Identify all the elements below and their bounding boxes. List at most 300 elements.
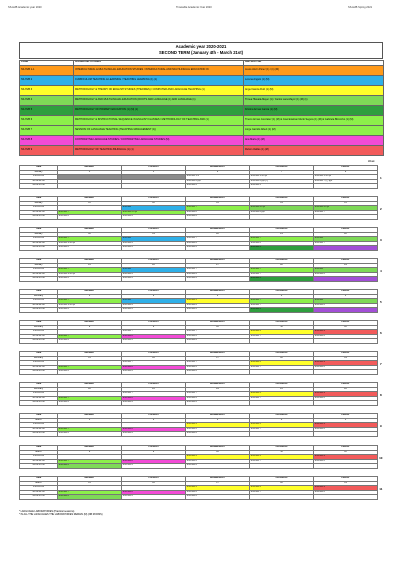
week-block bbox=[19, 445, 383, 469]
legend-inst: Jorge Garrido Albert (1) (M) bbox=[244, 125, 384, 135]
legend-col-code: CODE bbox=[20, 61, 74, 66]
time-label: 10:30-12:00 bbox=[20, 365, 58, 370]
legend-inst: Jesús Alcón Pérez (1) / (1) (M) bbox=[244, 65, 384, 75]
day-header: TUESDAY bbox=[122, 383, 186, 388]
day-header: THURSDAY bbox=[250, 477, 314, 482]
course-legend bbox=[19, 60, 383, 156]
session-cell: SS-H2B 6 bbox=[58, 370, 122, 375]
week-number: 7 bbox=[379, 362, 382, 367]
week-table bbox=[19, 413, 384, 437]
date-cell: 10 bbox=[186, 450, 250, 455]
week-table bbox=[19, 165, 384, 189]
time-label: 10:30-12:00 bbox=[20, 303, 58, 308]
day-header: FRIDAY bbox=[314, 414, 378, 419]
legend-row bbox=[20, 115, 384, 125]
footnote-1: * LANGUAGE LABORATORIES (Practical sessions) bbox=[19, 510, 75, 513]
legend-inst: Lorena Angulo (1) (M) bbox=[244, 75, 384, 85]
session-cell: SS-H2B bbox=[122, 299, 186, 304]
session-cell: SS-H2B bbox=[314, 299, 378, 304]
session-cell: SS-H2B 7 bbox=[58, 299, 122, 304]
session-cell: SS-H2B 6 bbox=[314, 396, 378, 401]
date-cell: 11 bbox=[250, 450, 314, 455]
session-cell: SS-H2B 7 bbox=[314, 210, 378, 215]
week-number: 4 bbox=[379, 269, 382, 274]
session-cell: SS-H2B 6 bbox=[186, 495, 250, 500]
session-cell bbox=[314, 401, 378, 406]
date-cell: 27 bbox=[186, 263, 250, 268]
time-label: 8:30-10:00 bbox=[20, 268, 58, 273]
date-cell: 19 bbox=[314, 356, 378, 361]
week-table bbox=[19, 196, 384, 220]
date-cell: 2 bbox=[122, 418, 186, 423]
day-header: TIME bbox=[20, 414, 58, 419]
day-header: FRIDAY bbox=[314, 321, 378, 326]
session-cell: SS-H2B 9 bbox=[314, 455, 378, 460]
date-cell: 22 bbox=[58, 387, 122, 392]
date-cell: 1 bbox=[58, 418, 122, 423]
date-cell: 6 bbox=[186, 170, 250, 175]
session-cell: SS-H2B 3 bbox=[250, 455, 314, 460]
session-cell: SS-H2B 1-1 Ppt bbox=[250, 175, 314, 180]
legend-name: CONTRASTIVE LANGUAGE STUDIES / CONTRASTIVE LANGUAGE STUDIES (M) bbox=[74, 135, 244, 145]
legend-code: SS-H2B 7 bbox=[20, 125, 74, 135]
date-cell: 18 bbox=[250, 481, 314, 486]
date-cell: 15 bbox=[314, 201, 378, 206]
week-block bbox=[19, 165, 383, 189]
legend-name: METHODOLOGY & THEORY OF ENGLISH STUDIES (THEORIES) / COMPUTER AND LANGUAGE TEACHING (1) bbox=[74, 85, 244, 95]
time-label: 10:30-12:00 bbox=[20, 272, 58, 277]
date-cell: 4 bbox=[250, 294, 314, 299]
time-label: 12:00-13:30 bbox=[20, 401, 58, 406]
session-cell: SS-H2B 7 bbox=[122, 392, 186, 397]
time-label: 12:00-13:30 bbox=[20, 370, 58, 375]
month-label: March bbox=[20, 481, 58, 486]
session-cell: SS-H2B 6 bbox=[186, 464, 250, 469]
day-header: THURSDAY bbox=[250, 321, 314, 326]
day-header: WEDNESDAY bbox=[186, 259, 250, 264]
time-label: 12:00-13:30 bbox=[20, 308, 58, 313]
session-cell: SS-H2B 6 bbox=[186, 184, 250, 189]
session-cell: SS-H2B 5 bbox=[250, 308, 314, 313]
day-header: MONDAY bbox=[58, 259, 122, 264]
day-header: TIME bbox=[20, 290, 58, 295]
session-cell: SS-H2B 6 ppt bbox=[250, 210, 314, 215]
session-cell: SS-H2B 1-1 bbox=[186, 175, 250, 180]
legend-row bbox=[20, 105, 384, 115]
session-cell: SS-H2B 6 bbox=[186, 427, 250, 432]
day-header: FRIDAY bbox=[314, 166, 378, 171]
date-cell: 29 bbox=[314, 263, 378, 268]
session-cell: SS-H2B 6 bbox=[122, 215, 186, 220]
session-cell: SS-H2B 6 bbox=[250, 241, 314, 246]
session-cell: SS-H2B 7 bbox=[250, 334, 314, 339]
time-label: 8:30-10:00 bbox=[20, 206, 58, 211]
time-slot-row bbox=[20, 308, 384, 313]
date-cell: 17 bbox=[186, 356, 250, 361]
session-cell: SS-H2B 8 bbox=[122, 396, 186, 401]
time-label: 10:30-12:00 bbox=[20, 210, 58, 215]
time-label: 12:00-13:30 bbox=[20, 464, 58, 469]
time-label: 8:30-10:00 bbox=[20, 486, 58, 491]
month-label: March bbox=[20, 418, 58, 423]
date-cell: 23 bbox=[122, 387, 186, 392]
session-cell: SS-H2B 6 bbox=[186, 246, 250, 251]
session-cell bbox=[314, 432, 378, 437]
month-label: February bbox=[20, 356, 58, 361]
week-number: 10 bbox=[379, 456, 383, 461]
day-header: THURSDAY bbox=[250, 446, 314, 451]
day-header: FRIDAY bbox=[314, 290, 378, 295]
time-label: 10:30-12:00 bbox=[20, 396, 58, 401]
session-cell: SS-H2B 6 bbox=[122, 339, 186, 344]
week-table bbox=[19, 445, 384, 469]
time-label: 10:30-12:00 bbox=[20, 179, 58, 184]
week-table bbox=[19, 382, 384, 406]
date-cell: 25 bbox=[58, 263, 122, 268]
session-cell: SS-H2B 6 bbox=[186, 490, 250, 495]
day-header: FRIDAY bbox=[314, 197, 378, 202]
session-cell: SS-H2B 7 (7) ppt bbox=[314, 179, 378, 184]
day-header: TUESDAY bbox=[122, 414, 186, 419]
session-cell bbox=[314, 495, 378, 500]
day-header: WEDNESDAY bbox=[186, 290, 250, 295]
day-header: WEDNESDAY bbox=[186, 228, 250, 233]
week-table bbox=[19, 476, 384, 500]
date-cell: 13 bbox=[186, 201, 250, 206]
date-cell: 3 bbox=[186, 418, 250, 423]
session-cell: SS-H2B 7 bbox=[250, 237, 314, 242]
session-cell: SS-H2B 7 bbox=[186, 268, 250, 273]
date-cell: 11 bbox=[58, 201, 122, 206]
day-header: WEDNESDAY bbox=[186, 383, 250, 388]
header-right: SS-H2B Spring 2021 bbox=[348, 6, 373, 9]
session-cell: SS-H2B 6 bbox=[122, 401, 186, 406]
session-cell: SS-H2B 9 bbox=[314, 330, 378, 335]
time-slot-row bbox=[20, 495, 384, 500]
date-cell: 16 bbox=[122, 481, 186, 486]
session-cell bbox=[58, 184, 122, 189]
day-header: MONDAY bbox=[58, 383, 122, 388]
time-label: 12:00-13:30 bbox=[20, 432, 58, 437]
legend-row bbox=[20, 75, 384, 85]
session-cell: SS-H2B 6 ppt (7) bbox=[250, 179, 314, 184]
session-cell: SS-H2B 6 bbox=[314, 427, 378, 432]
session-cell: SS-H2B 6 bbox=[186, 339, 250, 344]
week-number: 1 bbox=[379, 176, 382, 181]
session-cell: SS-H2B 3 bbox=[250, 423, 314, 428]
date-cell: 24 bbox=[186, 387, 250, 392]
session-cell: SS-H2B 6 bbox=[58, 432, 122, 437]
day-header: THURSDAY bbox=[250, 228, 314, 233]
session-cell: SS-H2B 6 bbox=[122, 246, 186, 251]
session-cell bbox=[314, 277, 378, 282]
time-label: 12:00-13:30 bbox=[20, 339, 58, 344]
session-cell: SS-H2B 6 bbox=[314, 334, 378, 339]
day-header: THURSDAY bbox=[250, 166, 314, 171]
date-cell: 4 bbox=[250, 418, 314, 423]
time-label: 8:30-10:00 bbox=[20, 455, 58, 460]
time-label: 8:30-10:00 bbox=[20, 361, 58, 366]
session-cell: SS-H2B 7 bbox=[58, 268, 122, 273]
session-cell: SS-H2B 5 bbox=[250, 277, 314, 282]
session-cell: SS-H2B 7 bbox=[250, 396, 314, 401]
session-cell: SS-H2B 6 bbox=[186, 303, 250, 308]
week-number: 11 bbox=[379, 487, 383, 492]
header-left: SS-H2B Academic year 2020 bbox=[8, 6, 42, 9]
session-cell: SS-H2B bbox=[314, 268, 378, 273]
time-label: 10:30-12:00 bbox=[20, 334, 58, 339]
legend-inst: Rubén Valdés (1) (M) bbox=[244, 145, 384, 155]
session-cell: SS-H2B 3 bbox=[250, 330, 314, 335]
week-table bbox=[19, 320, 384, 344]
month-label: February bbox=[20, 325, 58, 330]
day-header: MONDAY bbox=[58, 166, 122, 171]
legend-table bbox=[19, 60, 384, 156]
session-cell: SS-H2B 7 bbox=[250, 272, 314, 277]
legend-code: SS-H2B 9 bbox=[20, 145, 74, 155]
date-cell: 22 bbox=[314, 232, 378, 237]
legend-code: SS-H2B 1-1 bbox=[20, 65, 74, 75]
date-cell: 18 bbox=[250, 356, 314, 361]
day-header: THURSDAY bbox=[250, 197, 314, 202]
day-header: TUESDAY bbox=[122, 228, 186, 233]
session-cell: SS-H2B 5 bbox=[250, 246, 314, 251]
time-label: 8:30-10:00 bbox=[20, 299, 58, 304]
day-header: TUESDAY bbox=[122, 321, 186, 326]
time-label: 12:00-13:30 bbox=[20, 246, 58, 251]
session-cell: SS-H2B 6 bbox=[186, 432, 250, 437]
session-cell: SS-H2B 7 bbox=[250, 303, 314, 308]
week-column-label: Week bbox=[368, 160, 375, 163]
session-cell: SS-H2B 6 bbox=[314, 459, 378, 464]
day-header: MONDAY bbox=[58, 352, 122, 357]
session-cell: SS-H2B 7 bbox=[58, 490, 122, 495]
session-cell: SS-H2B 8 bbox=[122, 365, 186, 370]
day-header: TIME bbox=[20, 383, 58, 388]
date-cell: 2 bbox=[122, 294, 186, 299]
day-header: THURSDAY bbox=[250, 259, 314, 264]
session-cell: SS-H2B 6 bbox=[186, 334, 250, 339]
day-header: THURSDAY bbox=[250, 383, 314, 388]
week-table bbox=[19, 258, 384, 282]
date-cell: 7 bbox=[250, 170, 314, 175]
session-cell bbox=[314, 339, 378, 344]
time-slot-row bbox=[20, 339, 384, 344]
legend-name: SESSION OF LANGUAGE TEACHING (TEACHING MANAGEMENT (1)) bbox=[74, 125, 244, 135]
month-label: January bbox=[20, 263, 58, 268]
day-header: THURSDAY bbox=[250, 352, 314, 357]
session-cell: SS-H2B 7 bbox=[122, 330, 186, 335]
day-header: FRIDAY bbox=[314, 228, 378, 233]
session-cell: SS-H2B 6 bbox=[122, 432, 186, 437]
date-cell: 18 bbox=[58, 232, 122, 237]
date-cell: 15 bbox=[58, 356, 122, 361]
legend-name: METHODOLOGY OF TEACHING BILINGUAL (1) (1) bbox=[74, 145, 244, 155]
session-cell: SS-H2B 6 bbox=[58, 339, 122, 344]
legend-row bbox=[20, 125, 384, 135]
time-slot-row bbox=[20, 370, 384, 375]
week-block bbox=[19, 382, 383, 406]
session-cell: SS-H2B 6 bbox=[58, 246, 122, 251]
time-label: 12:00-13:30 bbox=[20, 277, 58, 282]
session-cell: SS-H2B 6 bbox=[122, 308, 186, 313]
date-cell: 25 bbox=[250, 387, 314, 392]
session-cell: SS-H2B 9 bbox=[314, 392, 378, 397]
week-block bbox=[19, 413, 383, 437]
session-cell bbox=[250, 464, 314, 469]
day-header: TUESDAY bbox=[122, 352, 186, 357]
day-header: TUESDAY bbox=[122, 446, 186, 451]
session-cell bbox=[250, 370, 314, 375]
day-header: MONDAY bbox=[58, 477, 122, 482]
session-cell bbox=[314, 370, 378, 375]
session-cell: SS-H2B 7 bbox=[250, 268, 314, 273]
legend-inst: Angel Garcia Ruiz (1) (M) bbox=[244, 85, 384, 95]
session-cell: SS-H2B 3 bbox=[186, 299, 250, 304]
month-label: January bbox=[20, 232, 58, 237]
day-header: THURSDAY bbox=[250, 414, 314, 419]
date-cell: 26 bbox=[314, 387, 378, 392]
day-header: TIME bbox=[20, 321, 58, 326]
legend-col-instructor: INSTRUCTOR bbox=[244, 61, 384, 66]
session-cell bbox=[250, 401, 314, 406]
week-block bbox=[19, 320, 383, 344]
date-cell: 8 bbox=[58, 450, 122, 455]
session-cell: SS-H2B 6 bbox=[122, 464, 186, 469]
session-cell: SS-H2B 6 bbox=[186, 396, 250, 401]
date-cell: 5 bbox=[314, 418, 378, 423]
date-cell: 14 bbox=[250, 201, 314, 206]
session-cell: SS-H2B bbox=[122, 237, 186, 242]
session-cell: SS-H2B 7 bbox=[314, 241, 378, 246]
day-header: TUESDAY bbox=[122, 290, 186, 295]
time-slot-row bbox=[20, 277, 384, 282]
session-cell: SS-H2B 6 bbox=[58, 495, 122, 500]
time-slot-row bbox=[20, 401, 384, 406]
session-cell: SS-H2B 7 bbox=[186, 237, 250, 242]
legend-name: METHODOLOGY & AND MULTILINGUAL EDUCATION (ROOTS AND LANGUAGE (1) AND LANGUAGE (1) bbox=[74, 95, 244, 105]
session-cell: SS-H2B 6 bbox=[122, 241, 186, 246]
session-cell: SS-H2B 7 bbox=[186, 206, 250, 211]
date-cell: 28 bbox=[250, 263, 314, 268]
time-slot-row bbox=[20, 464, 384, 469]
session-cell: SS-H2B 6 bbox=[186, 215, 250, 220]
date-cell: 10 bbox=[186, 325, 250, 330]
session-cell: SS-H2B 6 bbox=[314, 490, 378, 495]
legend-col-name: IN ENGLISH STUDIES bbox=[74, 61, 244, 66]
time-label: 8:30-10:00 bbox=[20, 175, 58, 180]
date-cell: 5 bbox=[314, 294, 378, 299]
time-slot-row bbox=[20, 432, 384, 437]
session-cell: SS-H2B 6 bbox=[58, 277, 122, 282]
session-cell: SS-H2B 6 bbox=[58, 215, 122, 220]
date-cell: 15 bbox=[58, 481, 122, 486]
time-label: 10:30-12:00 bbox=[20, 241, 58, 246]
session-cell: SS-H2B 6 bbox=[122, 370, 186, 375]
legend-code: SS-H2B 8 bbox=[20, 135, 74, 145]
session-cell bbox=[122, 184, 186, 189]
session-cell: SS-H2B 6 bbox=[186, 308, 250, 313]
day-header: WEDNESDAY bbox=[186, 352, 250, 357]
document-title bbox=[19, 42, 383, 59]
date-cell: 16 bbox=[122, 356, 186, 361]
session-cell: SS-H2B 6 bbox=[122, 303, 186, 308]
session-cell: SS-H2B 7 bbox=[250, 490, 314, 495]
session-cell: SS-H2B 7 bbox=[58, 427, 122, 432]
legend-inst: Tímea Hlavatá-Mayer (1) / Carlos Lara-Mayor (1) (M) (1) bbox=[244, 95, 384, 105]
day-header: TIME bbox=[20, 259, 58, 264]
session-cell bbox=[314, 215, 378, 220]
session-cell: SS-H2B 9 bbox=[314, 486, 378, 491]
session-cell: SS-H2B 7 bbox=[58, 396, 122, 401]
session-cell: SS-H2B 7 bbox=[250, 299, 314, 304]
title-line-1: Academic year 2020-2021 bbox=[175, 44, 227, 49]
session-cell: SS-H2B 9 bbox=[314, 423, 378, 428]
day-header: TIME bbox=[20, 446, 58, 451]
legend-name: METHODOLOGY OF PRIMARY EDUCATION (1) (M) (1) bbox=[74, 105, 244, 115]
time-slot-row bbox=[20, 246, 384, 251]
session-cell: SS-H2B 7 bbox=[186, 392, 250, 397]
week-block bbox=[19, 289, 383, 313]
legend-row bbox=[20, 145, 384, 155]
session-cell: SS-H2B 6 bbox=[122, 272, 186, 277]
date-cell: 20 bbox=[186, 232, 250, 237]
day-header: FRIDAY bbox=[314, 383, 378, 388]
legend-code: SS-H2B 3 bbox=[20, 85, 74, 95]
legend-name: CURRICULUM TEACHING & LEARNING / TEACHING LEARNING (1) (1) bbox=[74, 75, 244, 85]
session-cell bbox=[250, 215, 314, 220]
day-header: FRIDAY bbox=[314, 259, 378, 264]
date-cell: 8 bbox=[314, 170, 378, 175]
month-label: March bbox=[20, 450, 58, 455]
title-line-2: SECOND TERM (January 4th - March 21st) bbox=[159, 50, 243, 55]
session-cell: SS-H2B 6 bbox=[186, 370, 250, 375]
session-cell: SS-H2B 7 bbox=[250, 365, 314, 370]
session-cell: SS-H2B 7 bbox=[58, 237, 122, 242]
session-cell: SS-H2B 7 bbox=[186, 330, 250, 335]
date-cell: 8 bbox=[58, 325, 122, 330]
session-cell: SS-H2B 6 bbox=[58, 308, 122, 313]
session-cell: SS-H2B 6 bbox=[186, 241, 250, 246]
week-block bbox=[19, 258, 383, 282]
day-header: TIME bbox=[20, 166, 58, 171]
day-header: MONDAY bbox=[58, 321, 122, 326]
date-cell: 26 bbox=[122, 263, 186, 268]
time-label: 12:00-13:30 bbox=[20, 215, 58, 220]
session-cell: SS-H2B 6 bbox=[122, 495, 186, 500]
session-cell: SS-H2B 6 bbox=[186, 277, 250, 282]
day-header: WEDNESDAY bbox=[186, 477, 250, 482]
session-cell: SS-H2B bbox=[122, 268, 186, 273]
legend-inst: Tinoco Armas Gonzalez (1) (M) & José Esteban Merlo Segura (1) (M) & Gabriela Bizcocho (1) (M) bbox=[244, 115, 384, 125]
day-header: TUESDAY bbox=[122, 259, 186, 264]
legend-row bbox=[20, 95, 384, 105]
legend-name: INTERCULTURAL & MULTILINGUAL EDUCATION STUDIES / INTERCULTURAL AND MULTILINGUAL EDUCATION IN bbox=[74, 65, 244, 75]
session-cell: SS-H2B 7 bbox=[250, 459, 314, 464]
session-cell: SS-H2B 3 bbox=[250, 486, 314, 491]
day-header: TUESDAY bbox=[122, 166, 186, 171]
footnotes bbox=[19, 510, 103, 517]
session-cell: SS-H2B 7 bbox=[250, 427, 314, 432]
date-cell: 3 bbox=[186, 294, 250, 299]
session-cell: SS-H2B 7 bbox=[58, 334, 122, 339]
day-header: WEDNESDAY bbox=[186, 446, 250, 451]
session-cell: SS-H2B 1-1 Ppt bbox=[58, 241, 122, 246]
header-center: Timetable Academic Year 2020 bbox=[176, 6, 212, 9]
day-header: WEDNESDAY bbox=[186, 166, 250, 171]
session-cell: SS-H2B 6 bbox=[122, 277, 186, 282]
day-header: TUESDAY bbox=[122, 477, 186, 482]
